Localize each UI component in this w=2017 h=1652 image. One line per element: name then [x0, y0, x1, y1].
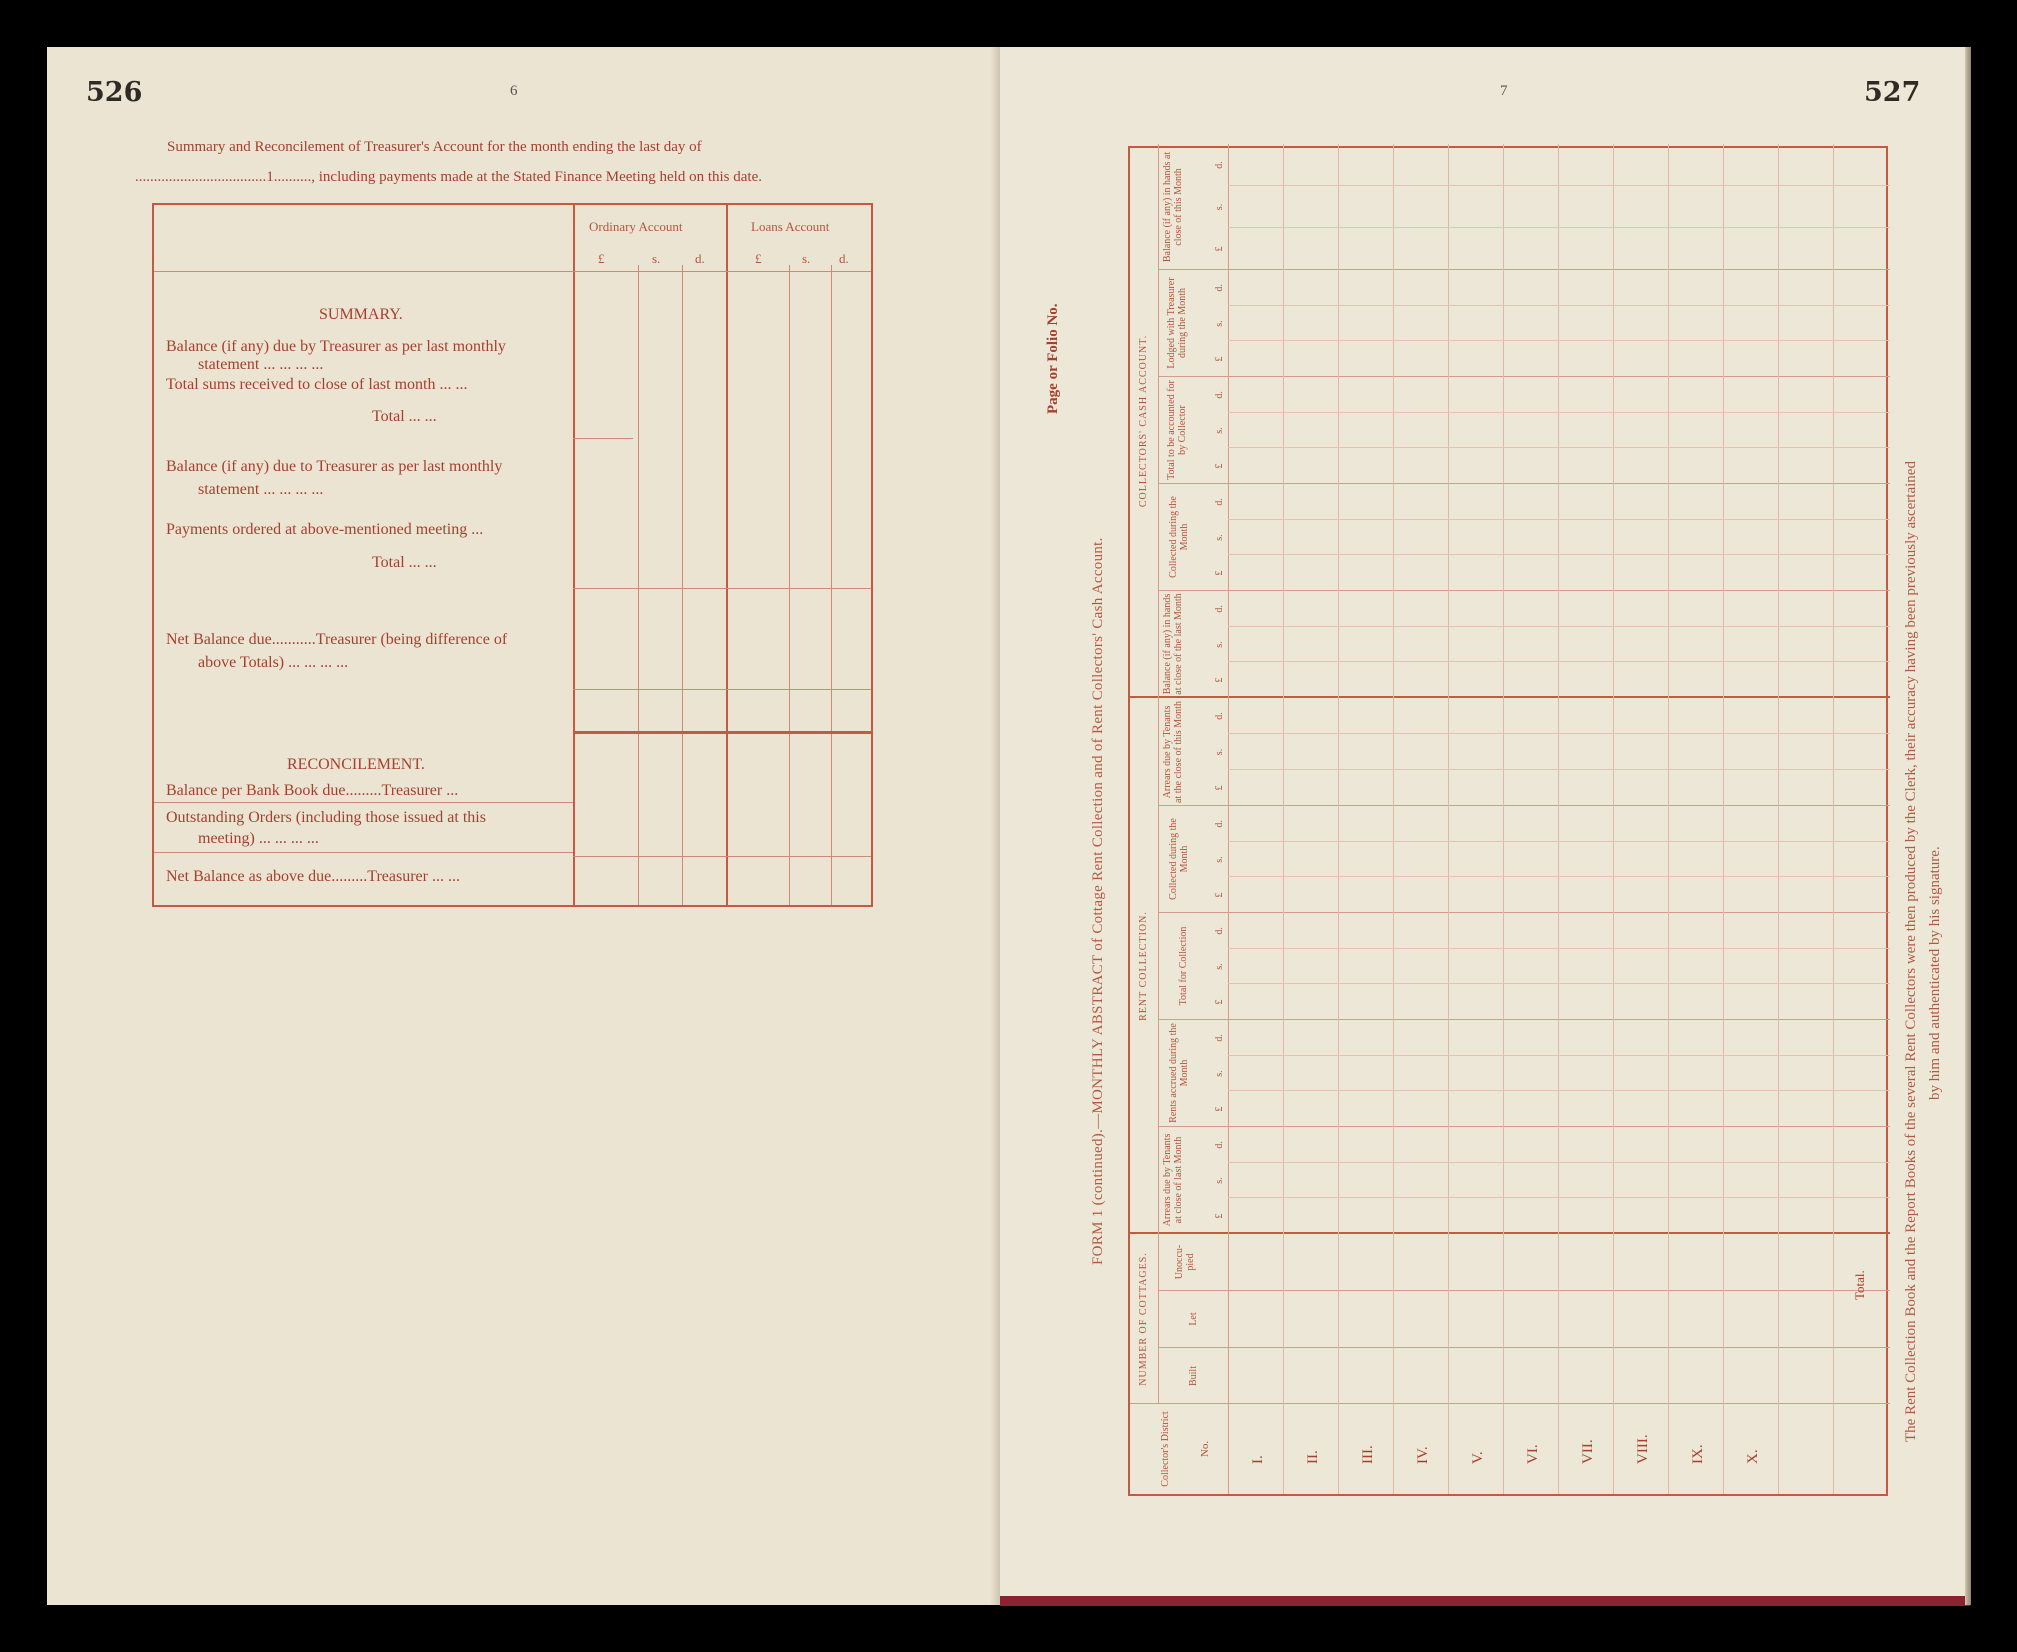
district-VII: VII. [1580, 1439, 1596, 1464]
heading-line-2: ...................................1.........., including payments made at the Stated Finance Meeting held on this date. [135, 169, 762, 185]
lsd-line-2-1 [1228, 1090, 1890, 1091]
hline-recon [573, 856, 871, 857]
lsd-9-pence: d. [1214, 284, 1225, 292]
lsd-3-pound: £ [1214, 999, 1225, 1005]
hline-total1 [573, 438, 633, 439]
lsd-10-pound: £ [1214, 246, 1225, 252]
lsd-9-pound: £ [1214, 356, 1225, 362]
lsd-line-8-2 [1228, 412, 1890, 413]
col-balance-this: Balance (if any) in hands at close of this Month [1162, 151, 1184, 263]
sep-let [1158, 1290, 1890, 1291]
lsd-9-shilling: s. [1214, 320, 1225, 327]
col-lodged: Lodged with Treasurer during the Month [1166, 277, 1188, 369]
col-let: Let [1188, 1312, 1199, 1326]
district-V: V. [1470, 1451, 1486, 1464]
sep-rent-4 [1158, 912, 1890, 913]
lsd-4-pence: d. [1214, 820, 1225, 828]
reconcilement-title: RECONCILEMENT. [287, 756, 425, 773]
header-bottom-line [1228, 144, 1229, 1494]
lsd-4-shilling: s. [1214, 856, 1225, 863]
lsd-6-pound: £ [1214, 677, 1225, 683]
footer-line-2: by him and authenticated by his signature. [1927, 846, 1943, 1100]
form-title: FORM 1 (continued).—MONTHLY ABSTRACT of Cottage Rent Collection and of Rent Collectors' Cash Account. [1090, 537, 1106, 1265]
row-bank-book: Balance per Bank Book due.........Treasurer ... [166, 782, 459, 799]
lsd-1-pence: d. [1214, 1141, 1225, 1149]
row-statement-2: statement ... ... ... ... [198, 481, 324, 498]
lsd-line-10-2 [1228, 185, 1890, 186]
hline-total2 [573, 588, 871, 589]
sep-cash-5 [1158, 269, 1890, 270]
lsd-line-8-1 [1228, 447, 1890, 448]
hline-rule [573, 731, 871, 734]
row-line-5 [1503, 144, 1504, 1494]
lsd-7-pound: £ [1214, 570, 1225, 576]
page-edge [1965, 47, 1971, 1605]
treasurer-account-table [152, 203, 873, 907]
lsd-8-pound: £ [1214, 463, 1225, 469]
district-VI: VI. [1525, 1444, 1541, 1464]
lsd-6-pence: d. [1214, 605, 1225, 613]
lsd-6-shilling: s. [1214, 641, 1225, 648]
vline-loans-start [726, 205, 728, 905]
lsd-line-5-1 [1228, 769, 1890, 770]
sep-built [1158, 1347, 1890, 1348]
book-binding-edge [1000, 1596, 1970, 1606]
col-built: Built [1188, 1366, 1199, 1387]
left-page [47, 47, 1000, 1605]
group-header-line [1158, 144, 1159, 1404]
lsd-2-pound: £ [1214, 1106, 1225, 1112]
lsd-5-pound: £ [1214, 785, 1225, 791]
hline-header [154, 271, 871, 272]
lsd-3-shilling: s. [1214, 963, 1225, 970]
vline-ordinary-start [573, 205, 575, 905]
row-statement-1: statement ... ... ... ... [198, 356, 324, 373]
lsd-2-shilling: s. [1214, 1070, 1225, 1077]
district-VIII: VIII. [1635, 1434, 1651, 1464]
lsd-10-shilling: s. [1214, 203, 1225, 211]
lsd-8-shilling: s. [1214, 427, 1225, 434]
hline-net [573, 689, 871, 690]
row-above-totals: above Totals) ... ... ... ... [198, 654, 349, 671]
group-cottages: NUMBER OF COTTAGES. [1138, 1252, 1149, 1386]
district-IX: IX. [1690, 1444, 1706, 1464]
row-line-1 [1283, 144, 1284, 1494]
lsd-line-2-2 [1228, 1055, 1890, 1056]
rent-abstract-table-rotated [1128, 146, 1888, 1496]
folio-left: 6 [510, 83, 518, 99]
summary-title: SUMMARY. [319, 306, 403, 323]
vline-ld [831, 265, 832, 905]
row-line-8 [1668, 144, 1669, 1494]
col-rents-accrued: Rents accrued during the Month [1168, 1023, 1190, 1123]
row-meeting: meeting) ... ... ... ... [198, 830, 319, 847]
col-ordinary-pence: d. [695, 251, 705, 266]
row-line-2 [1338, 144, 1339, 1494]
row-line-11 [1833, 144, 1834, 1494]
lsd-line-7-1 [1228, 554, 1890, 555]
col-loans-pence: d. [839, 251, 849, 266]
group-cash-account: COLLECTORS' CASH ACCOUNT. [1138, 334, 1149, 508]
hline-outstanding-top [154, 802, 573, 803]
lsd-10-pence: d. [1214, 161, 1225, 169]
row-line-10 [1778, 144, 1779, 1494]
heading-line-1: Summary and Reconcilement of Treasurer's Account for the month ending the last day of [167, 139, 702, 155]
row-line-7 [1613, 144, 1614, 1494]
lsd-line-4-1 [1228, 876, 1890, 877]
row-net-balance-above: Net Balance as above due.........Treasurer ... ... [166, 868, 460, 885]
sep-rent-3 [1158, 1019, 1890, 1020]
page-number-left: 526 [86, 77, 143, 108]
lsd-3-pence: d. [1214, 927, 1225, 935]
vline-ls [789, 265, 790, 905]
col-loans-account: Loans Account [751, 219, 830, 234]
lsd-line-1-2 [1228, 1162, 1890, 1163]
row-line-6 [1558, 144, 1559, 1494]
lsd-5-shilling: s. [1214, 748, 1225, 756]
lsd-8-pence: d. [1214, 391, 1225, 399]
lsd-line-4-2 [1228, 841, 1890, 842]
lsd-7-shilling: s. [1214, 534, 1225, 541]
lsd-7-pence: d. [1214, 498, 1225, 506]
district-X: X. [1745, 1449, 1761, 1464]
sep-cash-2 [1158, 590, 1890, 591]
row-net-balance: Net Balance due...........Treasurer (being difference of [166, 631, 508, 648]
page-number-right: 527 [1864, 77, 1921, 108]
col-no: No. [1199, 1440, 1211, 1458]
row-line-3 [1393, 144, 1394, 1494]
col-loans-pound: £ [755, 251, 762, 266]
row-total-1: Total ... ... [372, 408, 437, 425]
col-collected-1: Collected during the Month [1168, 818, 1190, 900]
district-III: III. [1360, 1445, 1376, 1464]
sep-district [1130, 1403, 1890, 1404]
district-II: II. [1305, 1450, 1321, 1464]
col-district: Collector's District [1160, 1411, 1171, 1487]
hline-outstanding-bottom [154, 852, 573, 853]
lsd-1-pound: £ [1214, 1213, 1225, 1219]
col-arrears-this: Arrears due by Tenants at the close of this Month [1162, 701, 1184, 803]
row-balance-due-to: Balance (if any) due to Treasurer as per last monthly [166, 458, 503, 475]
footer-line-1: The Rent Collection Book and the Report Books of the several Rent Collectors were then produced by the Clerk, their accuracy having been previously ascertained [1903, 461, 1919, 1442]
sep-cottages-rent [1130, 1232, 1890, 1234]
col-ordinary-pound: £ [598, 251, 605, 266]
sep-rent-cash [1130, 696, 1890, 698]
lsd-line-10-1 [1228, 227, 1890, 228]
col-ordinary-shilling: s. [652, 251, 661, 266]
col-total-collection: Total for Collection [1178, 926, 1189, 1006]
lsd-line-1-1 [1228, 1197, 1890, 1198]
district-I: I. [1250, 1455, 1266, 1464]
lsd-2-pence: d. [1214, 1034, 1225, 1042]
lsd-line-3-1 [1228, 983, 1890, 984]
lsd-4-pound: £ [1214, 892, 1225, 898]
row-total-sums-received: Total sums received to close of last month ... ... [166, 376, 468, 393]
sep-rent-5 [1158, 805, 1890, 806]
sep-cash-3 [1158, 483, 1890, 484]
vline-od [682, 265, 683, 905]
lsd-line-9-2 [1228, 305, 1890, 306]
col-total-accounted: Total to be accounted for by Collector [1166, 380, 1188, 480]
row-balance-due-by: Balance (if any) due by Treasurer as per last monthly [166, 338, 506, 355]
lsd-line-3-2 [1228, 948, 1890, 949]
vline-os [638, 265, 639, 905]
lsd-1-shilling: s. [1214, 1177, 1225, 1184]
col-balance-last: Balance (if any) in hands at close of the last Month [1162, 593, 1184, 695]
total-row-label: Total. [1852, 1270, 1867, 1300]
row-outstanding-orders: Outstanding Orders (including those issued at this [166, 809, 486, 826]
col-loans-shilling: s. [802, 251, 811, 266]
lsd-line-7-2 [1228, 519, 1890, 520]
lsd-5-pence: d. [1214, 712, 1225, 720]
group-rent-collection: RENT COLLECTION. [1138, 911, 1149, 1021]
lsd-line-6-1 [1228, 661, 1890, 662]
col-arrears-last: Arrears due by Tenants at close of last Month [1162, 1133, 1184, 1227]
sep-cash-4 [1158, 376, 1890, 377]
col-collected-2: Collected during the Month [1168, 496, 1190, 578]
sep-rent-2 [1158, 1126, 1890, 1127]
folio-right: 7 [1500, 83, 1508, 99]
lsd-line-5-2 [1228, 733, 1890, 734]
col-ordinary-account: Ordinary Account [589, 219, 683, 234]
row-line-4 [1448, 144, 1449, 1494]
row-line-9 [1723, 144, 1724, 1494]
row-total-2: Total ... ... [372, 554, 437, 571]
folio-line: Page or Folio No. [1045, 303, 1061, 414]
lsd-line-9-1 [1228, 340, 1890, 341]
district-IV: IV. [1415, 1446, 1431, 1464]
lsd-line-6-2 [1228, 626, 1890, 627]
col-unoccupied: Unoccu- pied [1174, 1244, 1196, 1280]
row-payments-ordered: Payments ordered at above-mentioned meeting ... [166, 521, 484, 538]
